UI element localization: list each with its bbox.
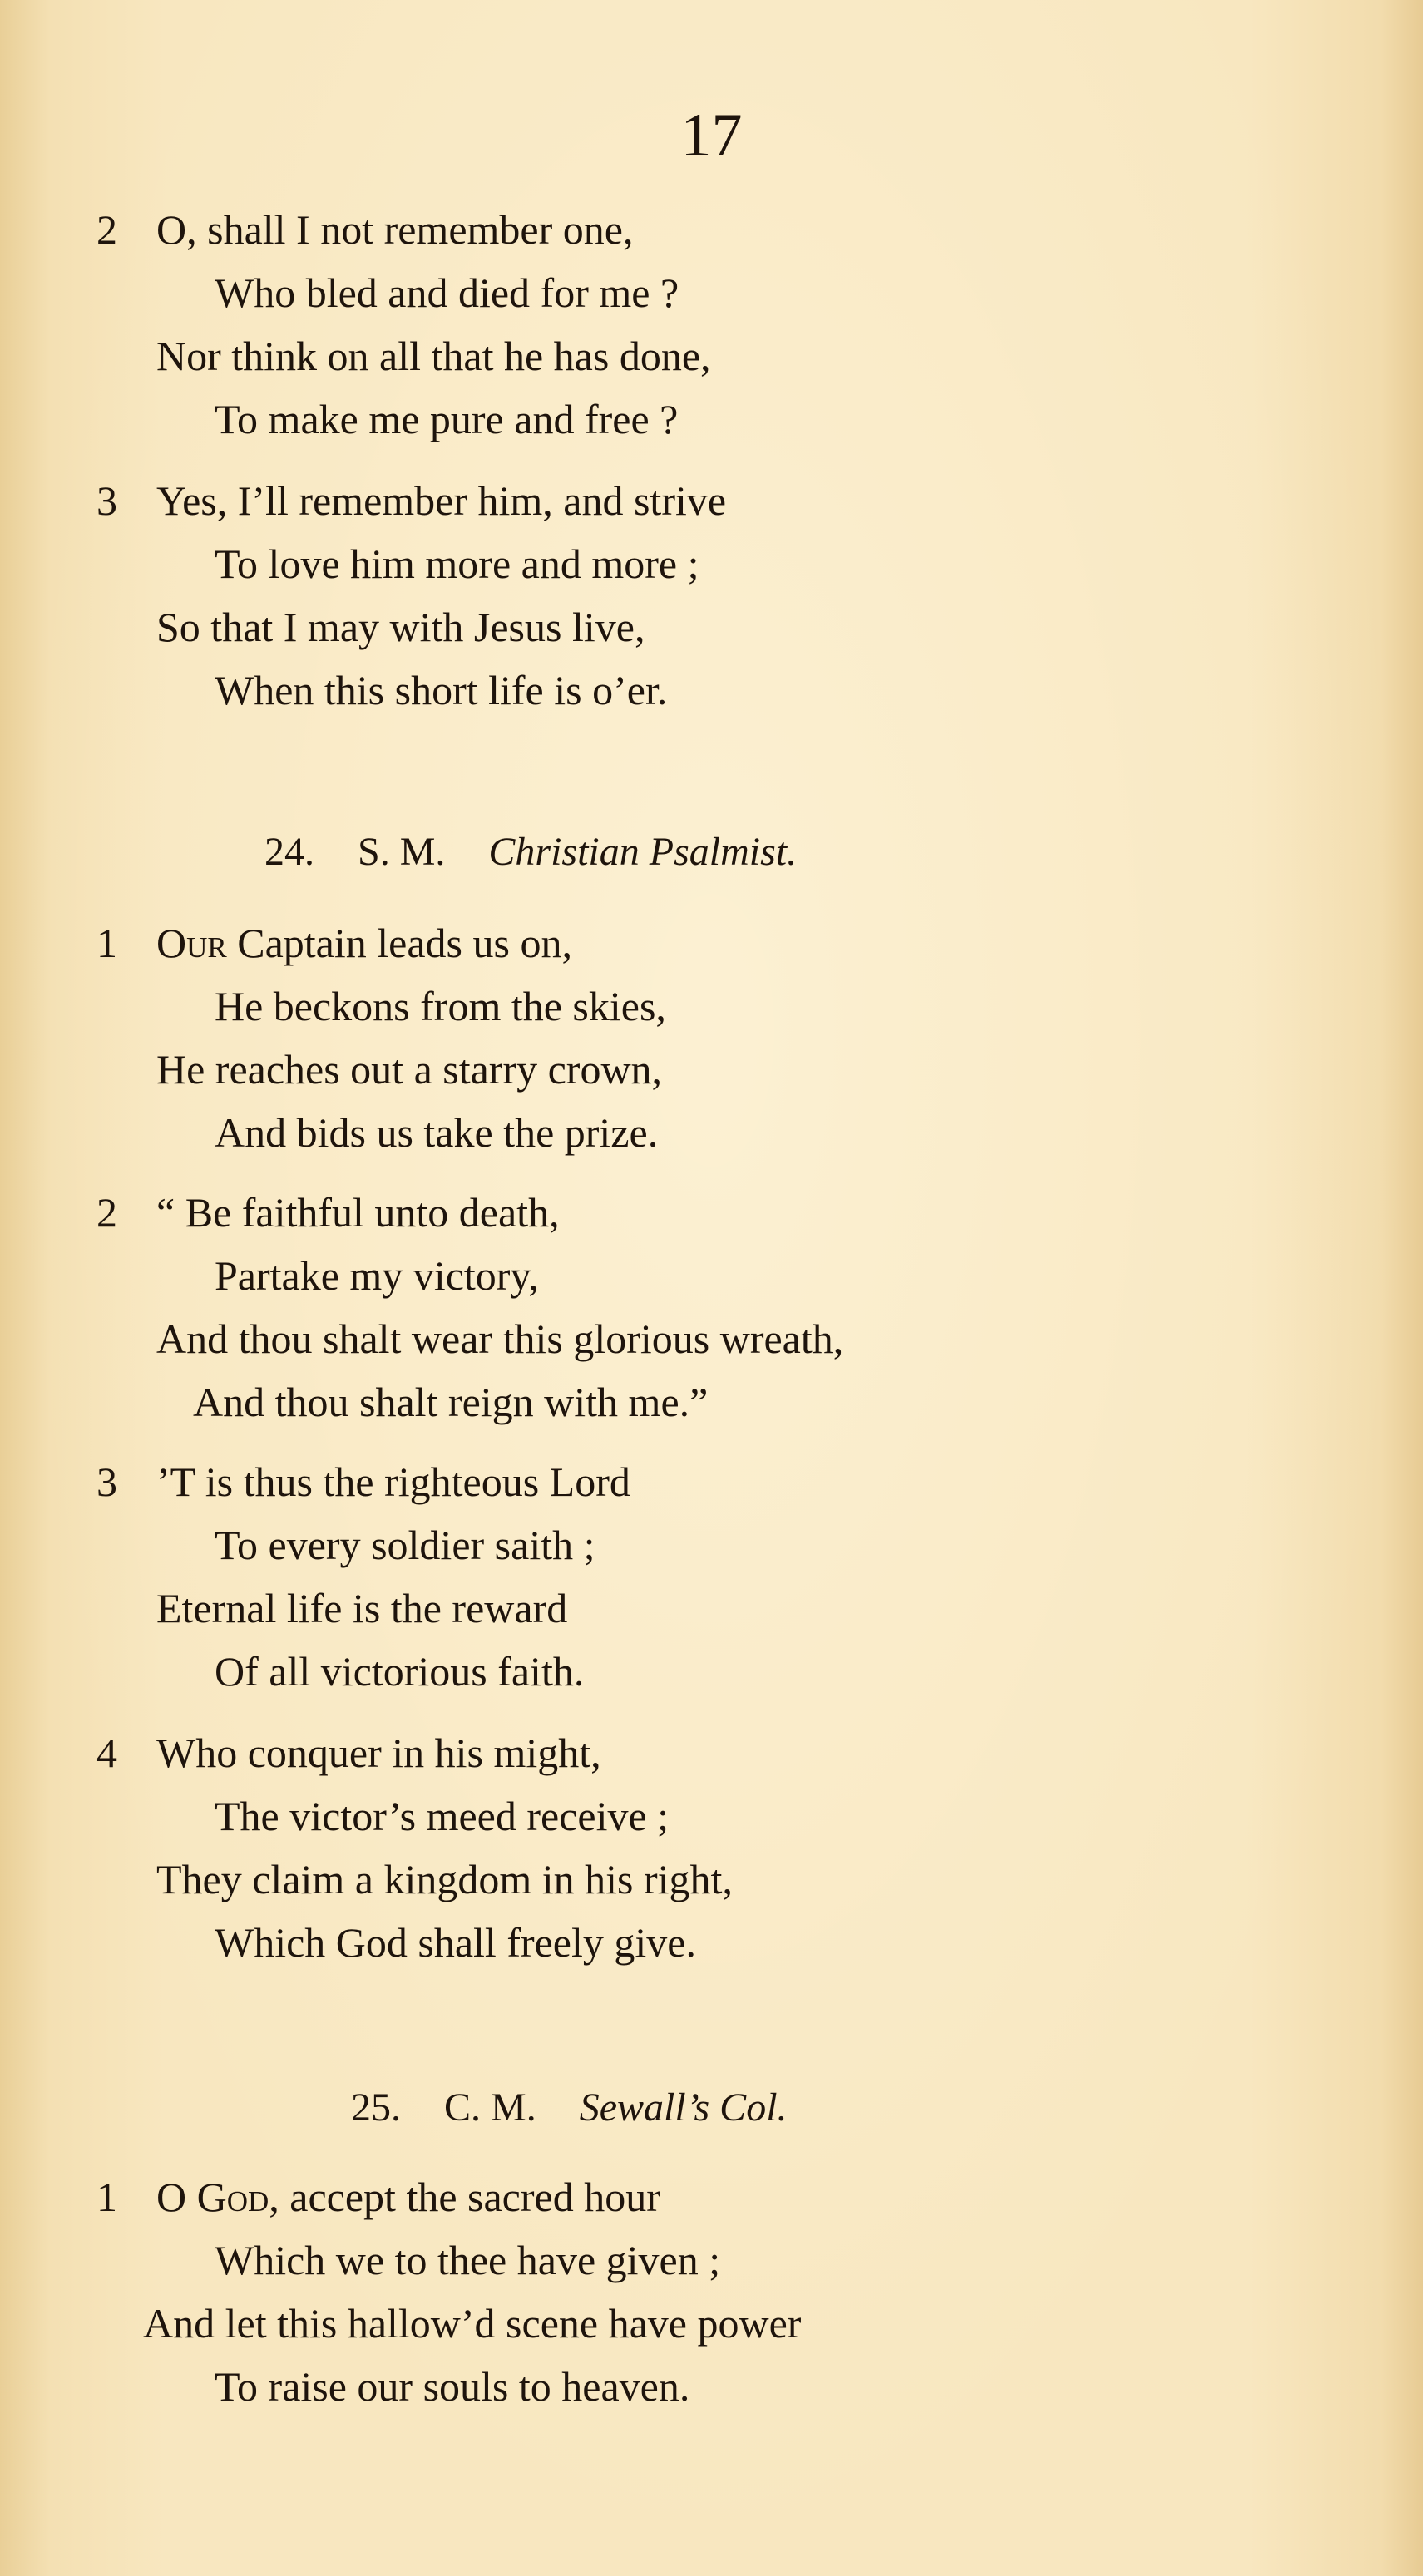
verse-line: Yes, I’ll remember him, and strive xyxy=(156,477,727,524)
verse-line: The victor’s meed receive ; xyxy=(215,1793,670,1839)
god-word: God xyxy=(196,2174,269,2220)
verse-line: And thou shalt wear this glorious wreath, xyxy=(156,1315,844,1362)
verse-line: So that I may with Jesus live, xyxy=(156,604,645,650)
verse-line: He reaches out a starry crown, xyxy=(156,1046,663,1093)
first-word: O xyxy=(156,2174,187,2220)
verse-line: And thou shalt reign with me.” xyxy=(193,1379,709,1425)
verse-line: ’T is thus the righteous Lord xyxy=(156,1458,630,1505)
verse-line xyxy=(156,2167,660,2227)
verse-line: Eternal life is the reward xyxy=(156,1585,568,1631)
verse-line: Who bled and died for me ? xyxy=(215,269,679,316)
stanza-number: 1 xyxy=(96,2174,117,2220)
line-rest: Captain leads us on, xyxy=(226,920,572,966)
verse-line: Which we to thee have given ; xyxy=(215,2237,721,2283)
verse-line: Which God shall freely give. xyxy=(215,1919,696,1966)
verse-line: To raise our souls to heaven. xyxy=(215,2363,690,2410)
stanza-number: 3 xyxy=(96,1458,117,1505)
hymn-number: 24. xyxy=(264,830,314,874)
stanza-number: 2 xyxy=(96,206,117,253)
hymn-source: Sewall’s Col. xyxy=(579,2085,788,2129)
verse-line: To make me pure and free ? xyxy=(215,396,679,442)
verse-line: He beckons from the skies, xyxy=(215,983,666,1029)
verse-line: Nor think on all that he has done, xyxy=(156,333,711,379)
stanza-number: 3 xyxy=(96,477,117,524)
verse-line: They claim a kingdom in his right, xyxy=(156,1856,733,1902)
verse-line xyxy=(156,913,572,973)
verse-line: And bids us take the prize. xyxy=(215,1109,659,1156)
verse-line: To love him more and more ; xyxy=(215,540,699,587)
verse-line: Who conquer in his might, xyxy=(156,1730,601,1776)
hymn-24-header xyxy=(264,827,797,877)
first-word: Our xyxy=(156,920,227,966)
hymn-source: Christian Psalmist. xyxy=(488,830,798,874)
hymn-meter: C. M. xyxy=(444,2085,536,2129)
page-number: 17 xyxy=(680,101,743,170)
hymn-25-header xyxy=(351,2083,788,2133)
verse-line: O, shall I not remember one, xyxy=(156,206,634,253)
verse-line: To every soldier saith ; xyxy=(215,1522,595,1568)
hymn-number: 25. xyxy=(351,2085,401,2129)
verse-line: “ Be faithful unto death, xyxy=(156,1189,560,1236)
verse-line: Partake my victory, xyxy=(215,1252,539,1299)
line-rest: , accept the sacred hour xyxy=(269,2174,660,2220)
stanza-number: 4 xyxy=(96,1730,117,1776)
hymn-meter: S. M. xyxy=(358,830,446,874)
stanza-number: 1 xyxy=(96,920,117,966)
verse-line: And let this hallow’d scene have power xyxy=(143,2300,802,2347)
verse-line: When this short life is o’er. xyxy=(215,667,668,713)
verse-line: Of all victorious faith. xyxy=(215,1648,585,1695)
stanza-number: 2 xyxy=(96,1189,117,1236)
